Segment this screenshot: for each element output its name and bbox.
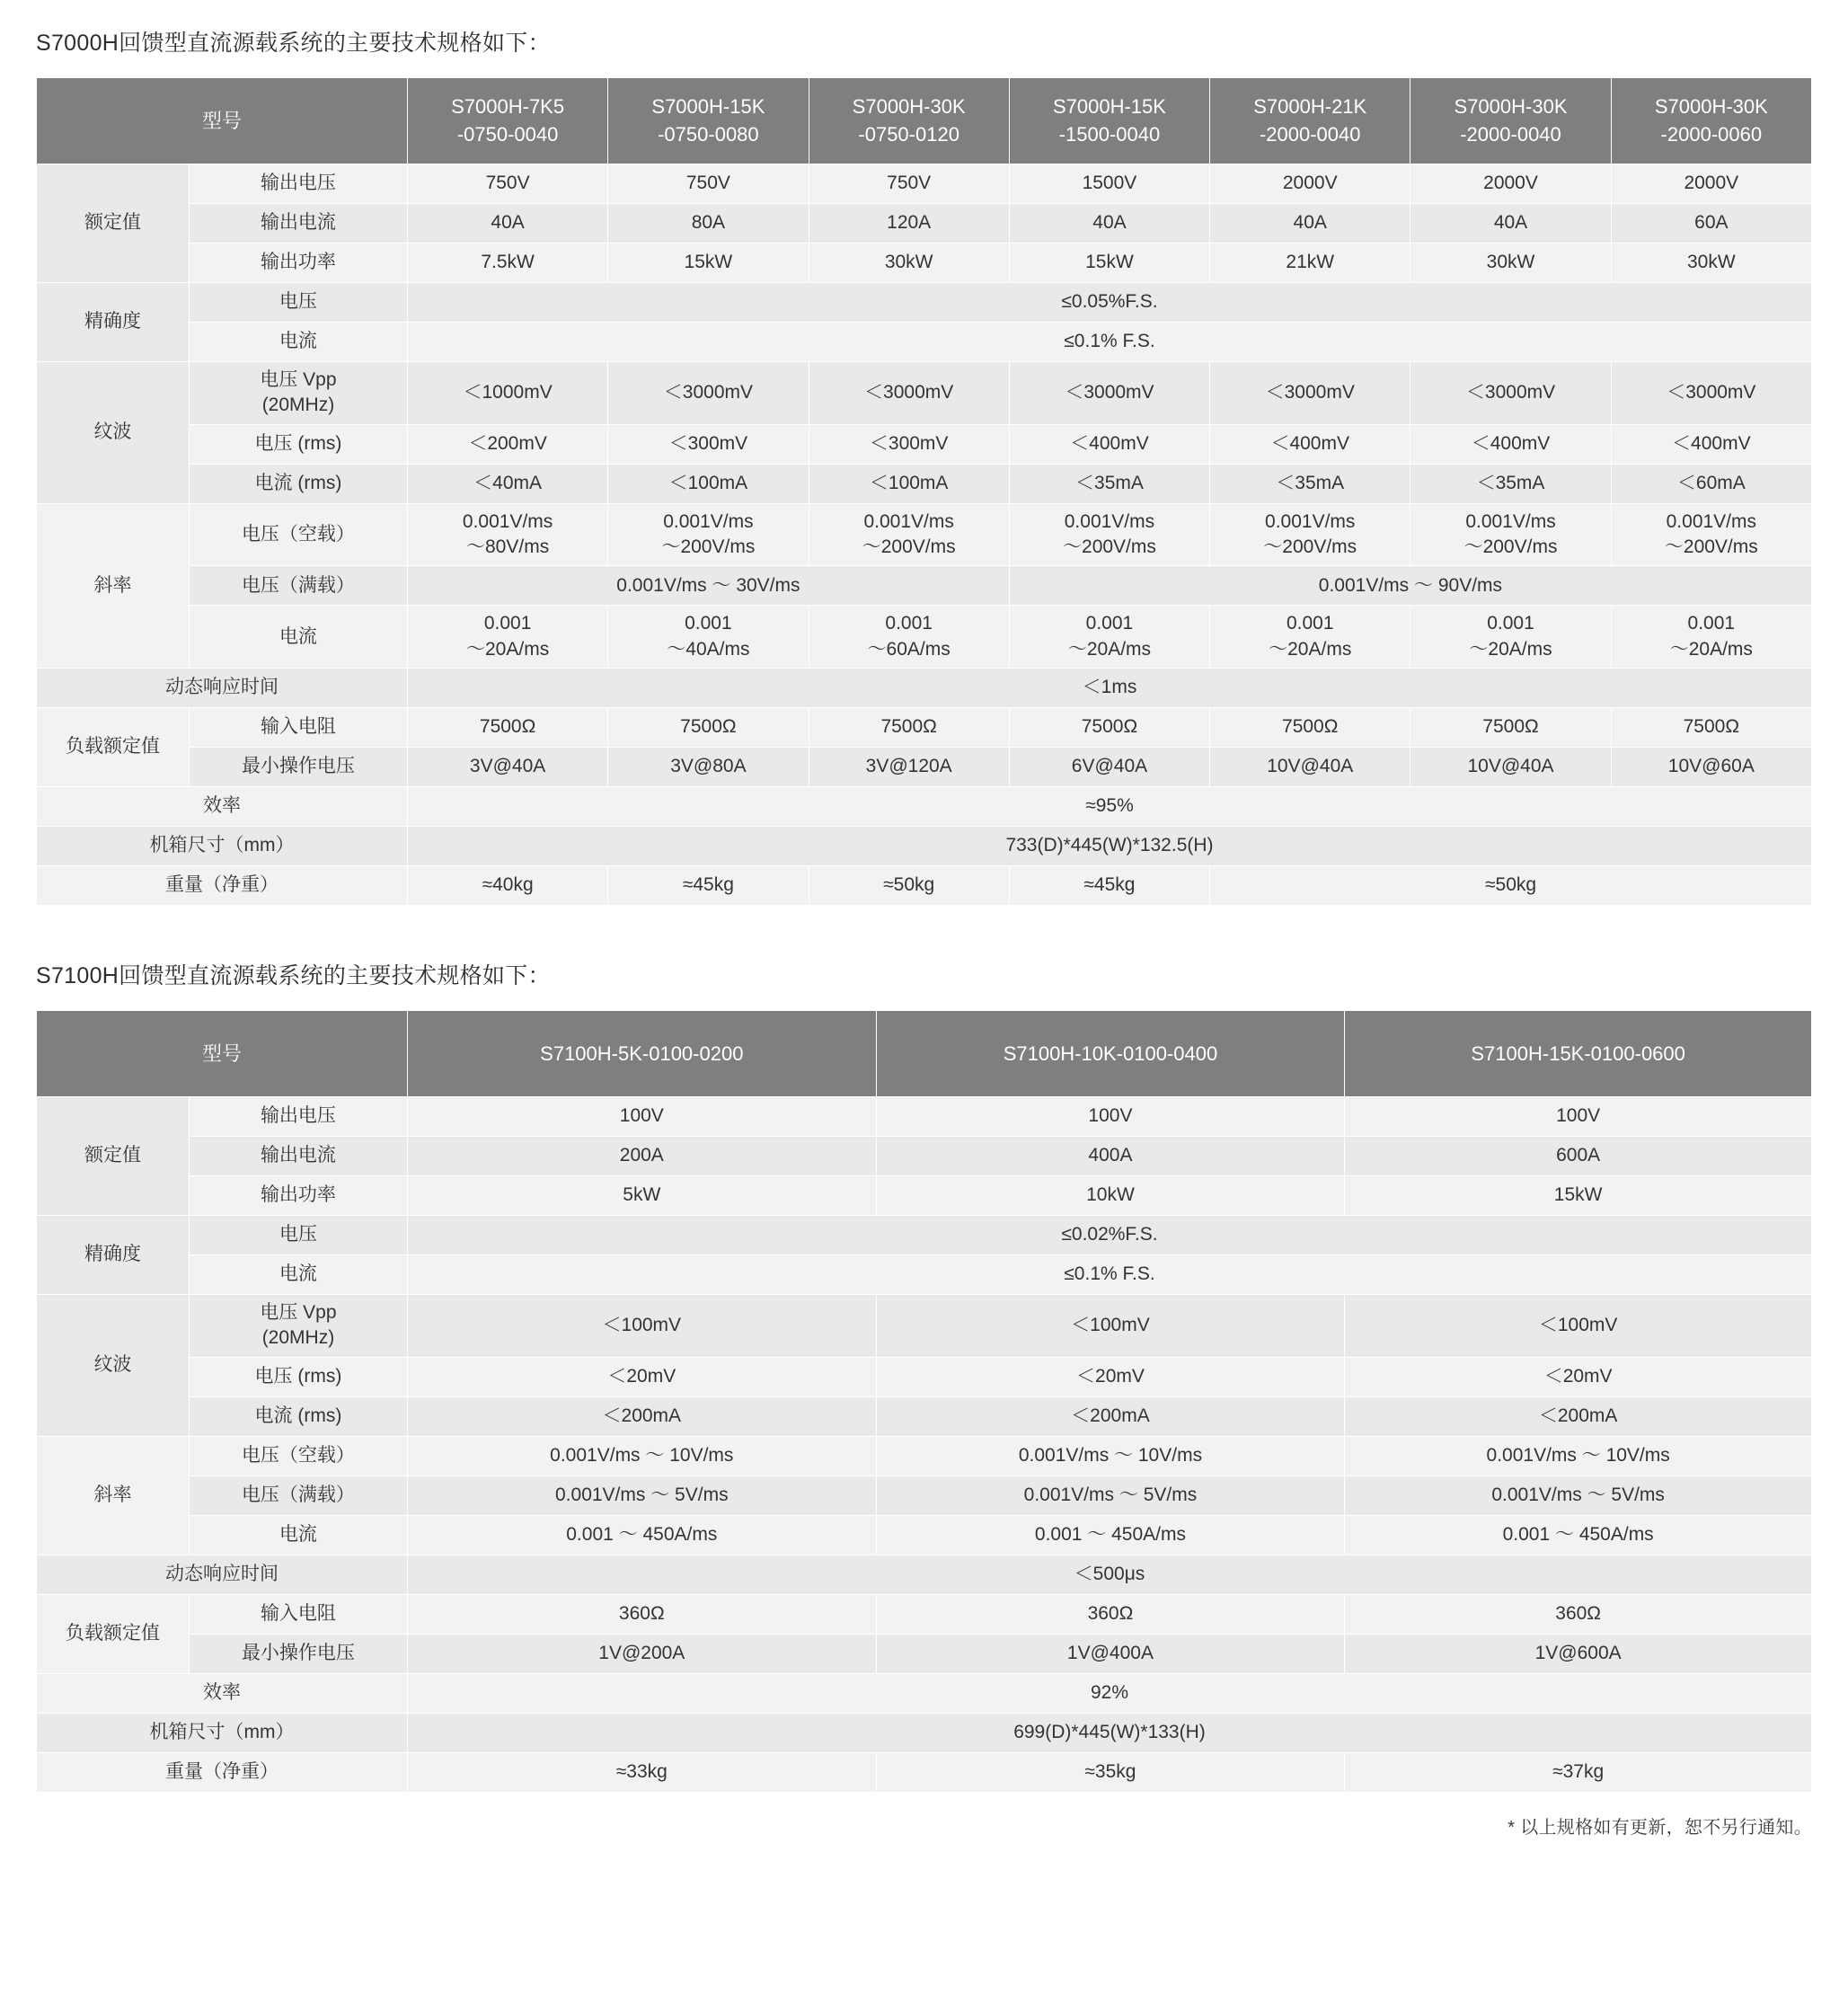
header-model-6 [1410, 78, 1611, 164]
line-1: 0.001V/ms [863, 510, 954, 532]
row-label-out-power: 输出功率 [189, 244, 407, 283]
group-label-size: 机箱尺寸（mm） [37, 827, 408, 866]
cell-out-power-1: 7.5kW [407, 244, 607, 283]
cell-out-current-1: 40A [407, 204, 607, 244]
cell-out-voltage-3: 750V [809, 164, 1009, 204]
cell-out-voltage-5: 2000V [1210, 164, 1410, 204]
cell-ripple-vrms-3: ＜20mV [1345, 1357, 1812, 1396]
line-2: ～200V/ms [1664, 536, 1758, 558]
line-1: 0.001 [685, 613, 732, 634]
row-label-input-resistance: 输入电阻 [189, 1594, 407, 1634]
row-label-slew-current: 电流 [189, 1515, 407, 1555]
line-1: 0.001V/ms [462, 510, 553, 532]
cell-weight-3: ≈37kg [1345, 1752, 1812, 1792]
header-model-1: S7100H-5K-0100-0200 [407, 1011, 876, 1097]
table-row [37, 1476, 1812, 1515]
line-1: 0.001 [885, 613, 933, 634]
spec-table-s7100h [36, 1010, 1812, 1793]
table-row [37, 424, 1812, 464]
cell-min-op-voltage-4: 6V@40A [1009, 748, 1209, 787]
group-label-efficiency: 效率 [37, 1673, 408, 1713]
row-label-slew-v-fullload: 电压（满载） [189, 566, 407, 606]
cell-out-power-2: 15kW [608, 244, 809, 283]
footnote: * 以上规格如有更新，恕不另行通知。 [1508, 1817, 1812, 1838]
group-label-slew: 斜率 [37, 1436, 190, 1555]
row-label-min-op-voltage: 最小操作电压 [189, 1634, 407, 1673]
header-model-1 [407, 78, 607, 164]
table-row [37, 708, 1812, 748]
cell-ripple-vpp-2: ＜3000mV [608, 362, 809, 425]
cell-input-resistance-1: 360Ω [407, 1594, 876, 1634]
cell-ripple-irms-3: ＜200mA [1345, 1396, 1812, 1436]
line-1: 0.001 [483, 613, 532, 634]
header-model-label: 型号 [37, 78, 408, 164]
cell-slew-v-noload-7 [1611, 503, 1811, 566]
line-2: ～40A/ms [667, 638, 750, 660]
header-model-label: 型号 [37, 1011, 408, 1097]
line-1: 0.001V/ms [1265, 510, 1356, 532]
cell-out-current-1: 200A [407, 1137, 876, 1176]
cell-out-current-7: 60A [1611, 204, 1811, 244]
cell-out-power-5: 21kW [1210, 244, 1410, 283]
cell-min-op-voltage-6: 10V@40A [1410, 748, 1611, 787]
row-label-out-current: 输出电流 [189, 204, 407, 244]
cell-slew-v-fullload-1: 0.001V/ms ～ 5V/ms [407, 1476, 876, 1515]
table-row [37, 1515, 1812, 1555]
header-model-3 [809, 78, 1009, 164]
table-row [37, 827, 1812, 866]
cell-ripple-vrms-6: ＜400mV [1410, 424, 1611, 464]
cell-accuracy-voltage: ≤0.02%F.S. [407, 1216, 1811, 1255]
table-row [37, 1555, 1812, 1594]
table-row [37, 866, 1812, 906]
model-line-2: -0750-0040 [456, 122, 559, 146]
line-1: 0.001 [1687, 613, 1736, 634]
table-row [37, 323, 1812, 362]
cell-slew-v-fullload-3: 0.001V/ms ～ 5V/ms [1345, 1476, 1812, 1515]
row-label-accuracy-current: 电流 [189, 323, 407, 362]
cell-min-op-voltage-7: 10V@60A [1611, 748, 1811, 787]
table-header-row [37, 1011, 1812, 1097]
cell-out-power-1: 5kW [407, 1176, 876, 1216]
group-label-accuracy: 精确度 [37, 1216, 190, 1295]
table-row [37, 464, 1812, 503]
line-1: 0.001V/ms [663, 510, 754, 532]
table-row [37, 362, 1812, 425]
model-line-2: -2000-0040 [1460, 122, 1561, 146]
table-row [37, 1097, 1812, 1137]
table-row [37, 1176, 1812, 1216]
spec-table-s7000h [36, 77, 1812, 906]
table-row [37, 1396, 1812, 1436]
row-label-out-power: 输出功率 [189, 1176, 407, 1216]
cell-min-op-voltage-2: 1V@400A [876, 1634, 1345, 1673]
cell-ripple-vpp-5: ＜3000mV [1210, 362, 1410, 425]
table-row [37, 204, 1812, 244]
cell-slew-current-1 [407, 606, 607, 669]
cell-ripple-irms-1: ＜200mA [407, 1396, 876, 1436]
cell-min-op-voltage-5: 10V@40A [1210, 748, 1410, 787]
cell-accuracy-voltage: ≤0.05%F.S. [407, 283, 1811, 323]
cell-efficiency: ≈95% [407, 787, 1811, 827]
line-1: 0.001V/ms [1666, 510, 1757, 532]
cell-out-voltage-1: 100V [407, 1097, 876, 1137]
cell-ripple-vrms-7: ＜400mV [1611, 424, 1811, 464]
cell-slew-v-fullload-2: 0.001V/ms ～ 5V/ms [876, 1476, 1345, 1515]
cell-weight-4: ≈45kg [1009, 866, 1209, 906]
cell-ripple-irms-6: ＜35mA [1410, 464, 1611, 503]
cell-out-power-6: 30kW [1410, 244, 1611, 283]
ripple-vpp-label-line1: 电压 Vpp [260, 369, 337, 390]
cell-ripple-vpp-7: ＜3000mV [1611, 362, 1811, 425]
cell-slew-v-noload-4 [1009, 503, 1209, 566]
cell-weight-1: ≈33kg [407, 1752, 876, 1792]
section-title-s7000h: S7000H回馈型直流源载系统的主要技术规格如下： [36, 31, 551, 56]
header-model-2 [608, 78, 809, 164]
model-line-1: S7000H-7K5 [451, 94, 565, 118]
group-label-ripple: 纹波 [37, 362, 190, 504]
cell-min-op-voltage-1: 1V@200A [407, 1634, 876, 1673]
cell-ripple-vrms-1: ＜200mV [407, 424, 607, 464]
cell-ripple-vrms-1: ＜20mV [407, 1357, 876, 1396]
group-label-weight: 重量（净重） [37, 866, 408, 906]
table-row [37, 669, 1812, 708]
cell-ripple-vpp-1: ＜100mV [407, 1295, 876, 1358]
cell-input-resistance-2: 7500Ω [608, 708, 809, 748]
group-label-load-rated: 负载额定值 [37, 708, 190, 787]
cell-out-power-4: 15kW [1009, 244, 1209, 283]
line-2: ～20A/ms [1269, 638, 1352, 660]
group-label-dynamic-response: 动态响应时间 [37, 1555, 408, 1594]
cell-out-current-3: 120A [809, 204, 1009, 244]
group-label-ripple: 纹波 [37, 1295, 190, 1437]
line-2: ～60A/ms [867, 638, 951, 660]
group-label-rated: 额定值 [37, 164, 190, 283]
cell-slew-v-noload-2 [608, 503, 809, 566]
table-row [37, 1594, 1812, 1634]
cell-slew-current-6 [1410, 606, 1611, 669]
cell-ripple-vpp-3: ＜100mV [1345, 1295, 1812, 1358]
row-label-out-current: 输出电流 [189, 1137, 407, 1176]
table-row [37, 1673, 1812, 1713]
row-label-ripple-vrms: 电压 (rms) [189, 1357, 407, 1396]
line-2: ～20A/ms [1067, 638, 1152, 660]
model-line-1: S7000H-30K [852, 94, 966, 118]
line-2: ～200V/ms [1263, 536, 1357, 558]
cell-out-current-3: 600A [1345, 1137, 1812, 1176]
cell-slew-v-noload-2: 0.001V/ms ～ 10V/ms [876, 1436, 1345, 1476]
table-header-row [37, 78, 1812, 164]
cell-ripple-vrms-4: ＜400mV [1009, 424, 1209, 464]
model-line-1: S7000H-30K [1454, 94, 1568, 118]
model-line-2: -2000-0060 [1660, 122, 1763, 146]
cell-slew-current-2 [608, 606, 809, 669]
row-label-input-resistance: 输入电阻 [189, 708, 407, 748]
cell-ripple-irms-2: ＜200mA [876, 1396, 1345, 1436]
cell-out-voltage-7: 2000V [1611, 164, 1811, 204]
ripple-vpp-label-line2: (20MHz) [261, 1327, 335, 1349]
row-label-ripple-vpp [189, 1295, 407, 1358]
table-row [37, 1255, 1812, 1295]
cell-slew-current-5 [1210, 606, 1410, 669]
cell-ripple-vpp-4: ＜3000mV [1009, 362, 1209, 425]
cell-ripple-vpp-6: ＜3000mV [1410, 362, 1611, 425]
row-label-ripple-vrms: 电压 (rms) [189, 424, 407, 464]
cell-input-resistance-6: 7500Ω [1410, 708, 1611, 748]
cell-ripple-vpp-1: ＜1000mV [407, 362, 607, 425]
table-row [37, 1357, 1812, 1396]
cell-input-resistance-3: 7500Ω [809, 708, 1009, 748]
cell-slew-v-fullload-left: 0.001V/ms ～ 30V/ms [407, 566, 1009, 606]
cell-out-voltage-3: 100V [1345, 1097, 1812, 1137]
cell-out-power-7: 30kW [1611, 244, 1811, 283]
line-2: ～200V/ms [1463, 536, 1558, 558]
cell-slew-v-noload-3 [809, 503, 1009, 566]
cell-slew-v-noload-1 [407, 503, 607, 566]
cell-input-resistance-4: 7500Ω [1009, 708, 1209, 748]
cell-slew-v-noload-5 [1210, 503, 1410, 566]
cell-slew-current-2: 0.001 ～ 450A/ms [876, 1515, 1345, 1555]
cell-slew-v-noload-3: 0.001V/ms ～ 10V/ms [1345, 1436, 1812, 1476]
cell-ripple-irms-7: ＜60mA [1611, 464, 1811, 503]
line-1: 0.001V/ms [1465, 510, 1556, 532]
row-label-slew-current: 电流 [189, 606, 407, 669]
row-label-accuracy-current: 电流 [189, 1255, 407, 1295]
cell-weight-3: ≈50kg [809, 866, 1009, 906]
line-2: ～200V/ms [862, 536, 956, 558]
row-label-out-voltage: 输出电压 [189, 1097, 407, 1137]
row-label-ripple-vpp [189, 362, 407, 425]
line-1: 0.001 [1487, 613, 1534, 634]
table-row [37, 283, 1812, 323]
cell-slew-current-1: 0.001 ～ 450A/ms [407, 1515, 876, 1555]
model-line-2: -0750-0120 [858, 122, 959, 146]
line-2: ～20A/ms [1669, 638, 1753, 660]
group-label-efficiency: 效率 [37, 787, 408, 827]
cell-out-power-3: 30kW [809, 244, 1009, 283]
table-row [37, 1713, 1812, 1752]
row-label-slew-v-noload: 电压（空载） [189, 1436, 407, 1476]
cell-slew-v-noload-1: 0.001V/ms ～ 10V/ms [407, 1436, 876, 1476]
table-row [37, 606, 1812, 669]
table-row [37, 1436, 1812, 1476]
header-model-3: S7100H-15K-0100-0600 [1345, 1011, 1812, 1097]
cell-out-current-5: 40A [1210, 204, 1410, 244]
line-1: 0.001 [1286, 613, 1334, 634]
model-line-1: S7000H-15K [1052, 94, 1166, 118]
group-label-load-rated: 负载额定值 [37, 1594, 190, 1673]
cell-out-current-4: 40A [1009, 204, 1209, 244]
row-label-slew-v-noload: 电压（空载） [189, 503, 407, 566]
table-row [37, 1634, 1812, 1673]
cell-out-current-2: 400A [876, 1137, 1345, 1176]
cell-ripple-irms-3: ＜100mA [809, 464, 1009, 503]
table-row [37, 566, 1812, 606]
model-line-2: -0750-0080 [658, 122, 759, 146]
row-label-ripple-irms: 电流 (rms) [189, 464, 407, 503]
cell-slew-current-4 [1009, 606, 1209, 669]
cell-ripple-irms-1: ＜40mA [407, 464, 607, 503]
cell-out-current-6: 40A [1410, 204, 1611, 244]
cell-accuracy-current: ≤0.1% F.S. [407, 1255, 1811, 1295]
cell-slew-current-3 [809, 606, 1009, 669]
line-2: ～20A/ms [466, 638, 550, 660]
row-label-ripple-irms: 电流 (rms) [189, 1396, 407, 1436]
cell-input-resistance-1: 7500Ω [407, 708, 607, 748]
cell-slew-v-fullload-right: 0.001V/ms ～ 90V/ms [1009, 566, 1811, 606]
cell-ripple-vrms-2: ＜300mV [608, 424, 809, 464]
cell-weight-5: ≈50kg [1210, 866, 1812, 906]
cell-slew-current-7 [1611, 606, 1811, 669]
cell-out-current-2: 80A [608, 204, 809, 244]
table-row [37, 748, 1812, 787]
line-1: 0.001 [1085, 613, 1134, 634]
table-row [37, 164, 1812, 204]
ripple-vpp-label-line1: 电压 Vpp [260, 1302, 337, 1324]
cell-out-voltage-2: 100V [876, 1097, 1345, 1137]
line-1: 0.001V/ms [1064, 510, 1155, 532]
cell-ripple-vpp-2: ＜100mV [876, 1295, 1345, 1358]
cell-ripple-irms-4: ＜35mA [1009, 464, 1209, 503]
model-line-1: S7000H-30K [1654, 94, 1768, 118]
model-line-2: -1500-0040 [1058, 122, 1161, 146]
cell-efficiency: 92% [407, 1673, 1811, 1713]
group-label-rated: 额定值 [37, 1097, 190, 1216]
table-row [37, 1295, 1812, 1358]
cell-ripple-irms-2: ＜100mA [608, 464, 809, 503]
line-2: ～80V/ms [466, 536, 550, 558]
cell-ripple-irms-5: ＜35mA [1210, 464, 1410, 503]
row-label-out-voltage: 输出电压 [189, 164, 407, 204]
cell-weight-1: ≈40kg [407, 866, 607, 906]
group-label-accuracy: 精确度 [37, 283, 190, 362]
cell-ripple-vrms-2: ＜20mV [876, 1357, 1345, 1396]
header-model-2: S7100H-10K-0100-0400 [876, 1011, 1345, 1097]
cell-input-resistance-2: 360Ω [876, 1594, 1345, 1634]
cell-min-op-voltage-2: 3V@80A [608, 748, 809, 787]
cell-size: 699(D)*445(W)*133(H) [407, 1713, 1811, 1752]
cell-size: 733(D)*445(W)*132.5(H) [407, 827, 1811, 866]
cell-out-voltage-1: 750V [407, 164, 607, 204]
cell-out-power-3: 15kW [1345, 1176, 1812, 1216]
cell-min-op-voltage-1: 3V@40A [407, 748, 607, 787]
group-label-dynamic-response: 动态响应时间 [37, 669, 408, 708]
cell-weight-2: ≈45kg [608, 866, 809, 906]
cell-out-voltage-2: 750V [608, 164, 809, 204]
model-line-2: -2000-0040 [1259, 122, 1361, 146]
line-2: ～200V/ms [1063, 536, 1156, 558]
table-row [37, 503, 1812, 566]
header-model-4 [1009, 78, 1209, 164]
table-row [37, 787, 1812, 827]
group-label-size: 机箱尺寸（mm） [37, 1713, 408, 1752]
row-label-accuracy-voltage: 电压 [189, 1216, 407, 1255]
cell-out-voltage-4: 1500V [1009, 164, 1209, 204]
model-line-1: S7000H-15K [651, 94, 765, 118]
model-line-1: S7000H-21K [1253, 94, 1367, 118]
cell-ripple-vrms-5: ＜400mV [1210, 424, 1410, 464]
table-row [37, 244, 1812, 283]
ripple-vpp-label-line2: (20MHz) [261, 394, 335, 416]
table-row [37, 1137, 1812, 1176]
section-title-s7100h: S7100H回馈型直流源载系统的主要技术规格如下： [36, 963, 551, 989]
table-row [37, 1752, 1812, 1792]
cell-min-op-voltage-3: 1V@600A [1345, 1634, 1812, 1673]
cell-out-power-2: 10kW [876, 1176, 1345, 1216]
group-label-weight: 重量（净重） [37, 1752, 408, 1792]
cell-slew-v-noload-6 [1410, 503, 1611, 566]
table-row [37, 1216, 1812, 1255]
cell-weight-2: ≈35kg [876, 1752, 1345, 1792]
cell-out-voltage-6: 2000V [1410, 164, 1611, 204]
cell-input-resistance-7: 7500Ω [1611, 708, 1811, 748]
cell-min-op-voltage-3: 3V@120A [809, 748, 1009, 787]
cell-ripple-vpp-3: ＜3000mV [809, 362, 1009, 425]
cell-slew-current-3: 0.001 ～ 450A/ms [1345, 1515, 1812, 1555]
cell-ripple-vrms-3: ＜300mV [809, 424, 1009, 464]
line-2: ～200V/ms [661, 536, 756, 558]
group-label-slew: 斜率 [37, 503, 190, 668]
header-model-5 [1210, 78, 1410, 164]
cell-input-resistance-3: 360Ω [1345, 1594, 1812, 1634]
row-label-slew-v-fullload: 电压（满载） [189, 1476, 407, 1515]
header-model-7 [1611, 78, 1811, 164]
cell-dynamic-response: ＜1ms [407, 669, 1811, 708]
cell-accuracy-current: ≤0.1% F.S. [407, 323, 1811, 362]
row-label-accuracy-voltage: 电压 [189, 283, 407, 323]
line-2: ～20A/ms [1469, 638, 1552, 660]
cell-dynamic-response: ＜500μs [407, 1555, 1811, 1594]
row-label-min-op-voltage: 最小操作电压 [189, 748, 407, 787]
cell-input-resistance-5: 7500Ω [1210, 708, 1410, 748]
